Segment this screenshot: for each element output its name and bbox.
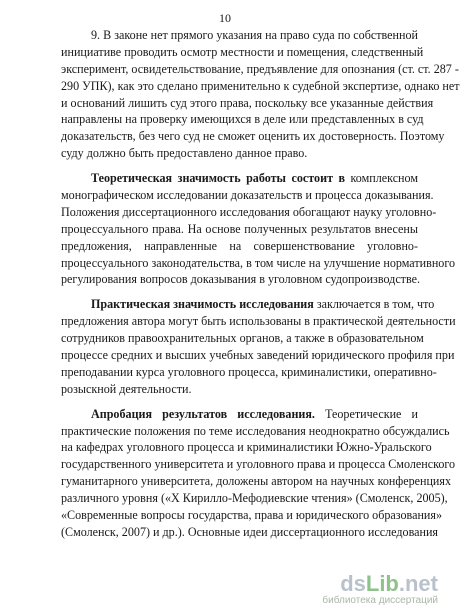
page-number: 10 bbox=[219, 11, 231, 25]
text-line: процессуального законодательства, в том числе на улучшение нормативного bbox=[61, 255, 456, 270]
text-line: сотрудников правоохранительных органов, а также в образовательном bbox=[61, 331, 424, 346]
text-run: Теоретические и bbox=[314, 406, 418, 421]
text-line: процессуального права. На основе полученных результатов внесены bbox=[61, 221, 418, 236]
text-line: Положения диссертационного исследования обогащают науку уголовно- bbox=[61, 204, 437, 219]
text-line: гуманитарного университета, доложены автором на научных конференциях bbox=[61, 474, 452, 489]
text-line: монографическом исследовании доказательств и процесса доказывания. bbox=[61, 188, 434, 203]
text-line: процессе средних и высших учебных заведений юридического профиля при bbox=[61, 348, 455, 363]
paragraph-court-inspection bbox=[61, 27, 460, 162]
text-line: на кафедрах уголовного процесса и криминалистики Южно-Уральского bbox=[61, 440, 432, 455]
text-line: 9. В законе нет прямого указания на право суда по собственной bbox=[91, 28, 418, 42]
section-heading-approbation: Апробация результатов исследования. bbox=[91, 406, 315, 421]
section-heading-theoretical: Теоретическая значимость работы состоит в bbox=[91, 171, 346, 186]
dslib-subtitle: библиотека диссертаций bbox=[322, 595, 438, 606]
text-line: инициативе проводить осмотр местности и помещения, следственный bbox=[61, 44, 424, 59]
text-run: заключается в том, что bbox=[313, 297, 435, 312]
text-line: различного уровня («Х Кирилло-Мефодиевские чтения» (Смоленск, 2005), bbox=[61, 491, 448, 506]
text-run: комплексном bbox=[345, 171, 419, 186]
text-line: суду должно быть предоставлено данное право. bbox=[61, 146, 308, 161]
paragraph-practical-significance bbox=[61, 296, 456, 397]
text-line: «Современные вопросы государства, права и юридического образования» bbox=[61, 508, 443, 523]
text-line bbox=[61, 296, 435, 313]
dslib-logo: dsLib.net bbox=[340, 571, 438, 596]
text-line: розыскной деятельности. bbox=[61, 381, 192, 396]
text-line: и оснований лишить суд этого права, поскольку все указанные действия bbox=[61, 95, 434, 110]
section-heading-practical: Практическая значимость исследования bbox=[91, 297, 314, 312]
text-line: эксперимент, освидетельствование, предъявление для опознания (ст. ст. 287 - bbox=[61, 61, 459, 76]
text-line bbox=[61, 406, 418, 423]
text-line: 290 УПК), как это сделано применительно к судебной экспертизе, однако нет bbox=[61, 78, 460, 93]
text-line bbox=[61, 170, 418, 187]
text-line: направлены на проверку имеющихся в деле или представленных в суд bbox=[61, 112, 424, 127]
document-body bbox=[61, 27, 460, 541]
text-line: регулирования вопросов доказывания в уголовном судопроизводстве. bbox=[61, 272, 420, 287]
text-line: предложения автора могут быть использованы в практической деятельности bbox=[61, 314, 456, 329]
text-line: преподавании курса уголовного процесса, криминалистики, оперативно- bbox=[61, 364, 437, 379]
paragraph-approbation bbox=[61, 406, 456, 541]
text-line: практические положения по теме исследования неоднократно обсуждались bbox=[61, 423, 450, 438]
text-line: предложения, направленные на совершенствование уголовно- bbox=[61, 238, 418, 253]
text-line: доказательств, без чего суд не сможет оценить их достоверность. Поэтому bbox=[61, 129, 445, 144]
dslib-watermark bbox=[288, 572, 438, 608]
paragraph-theoretical-significance bbox=[61, 170, 456, 288]
text-line: (Смоленск, 2007) и др.). Основные идеи диссертационного исследования bbox=[61, 524, 438, 539]
text-line: государственного университета и уголовного права и процесса Смоленского bbox=[61, 457, 456, 472]
